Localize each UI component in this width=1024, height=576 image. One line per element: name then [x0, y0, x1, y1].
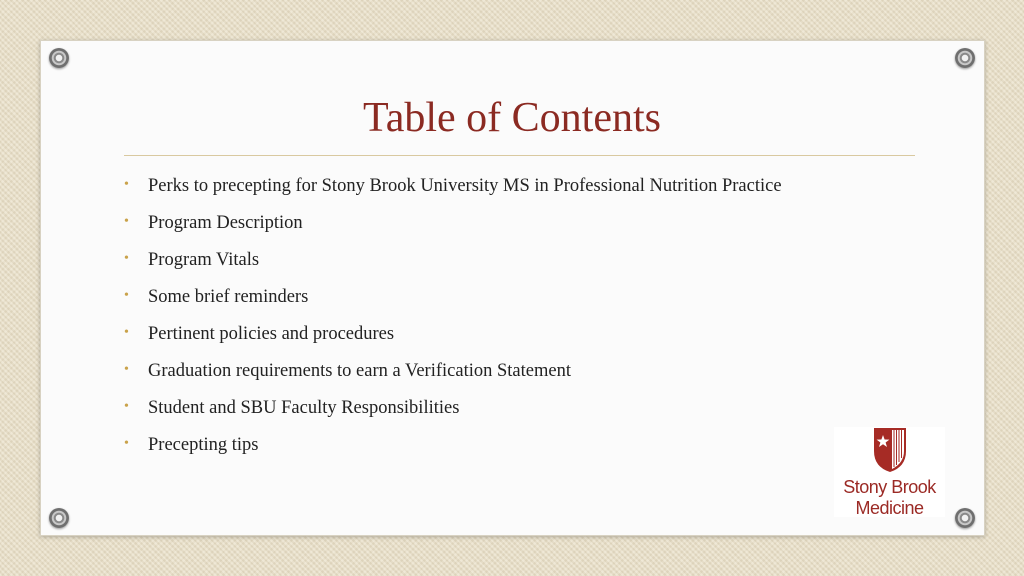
list-item-text: Program Description — [148, 213, 303, 233]
list-item — [124, 429, 782, 466]
list-item-text: Program Vitals — [148, 250, 260, 270]
stony-brook-logo — [834, 427, 945, 517]
list-item — [124, 207, 782, 244]
thumbtack-icon — [955, 508, 975, 528]
thumbtack-icon — [955, 48, 975, 68]
list-item-text: Some brief reminders — [148, 287, 309, 307]
list-item-text: Graduation requirements to earn a Verification Statement — [148, 361, 571, 381]
bullet-icon: • — [124, 214, 129, 229]
list-item — [124, 355, 782, 392]
bullet-icon: • — [124, 251, 129, 266]
list-item — [124, 392, 782, 429]
toc-list — [124, 170, 782, 466]
list-item-text: Perks to precepting for Stony Brook University MS in Professional Nutrition Practice — [148, 176, 782, 196]
shield-icon — [873, 427, 907, 473]
thumbtack-icon — [49, 508, 69, 528]
list-item — [124, 244, 782, 281]
title-divider — [124, 155, 915, 156]
list-item — [124, 170, 782, 207]
list-item-text: Student and SBU Faculty Responsibilities — [148, 398, 460, 418]
bullet-icon: • — [124, 399, 129, 414]
bullet-icon: • — [124, 177, 129, 192]
bullet-icon: • — [124, 288, 129, 303]
logo-text-line2: Medicine — [855, 498, 924, 518]
list-item — [124, 318, 782, 355]
bullet-icon: • — [124, 325, 129, 340]
list-item — [124, 281, 782, 318]
bullet-icon: • — [124, 362, 129, 377]
bullet-icon: • — [124, 436, 129, 451]
list-item-text: Pertinent policies and procedures — [148, 324, 395, 344]
list-item-text: Precepting tips — [148, 435, 259, 455]
page-title: Table of Contents — [363, 95, 661, 141]
thumbtack-icon — [49, 48, 69, 68]
logo-text-line1: Stony Brook — [843, 477, 936, 497]
